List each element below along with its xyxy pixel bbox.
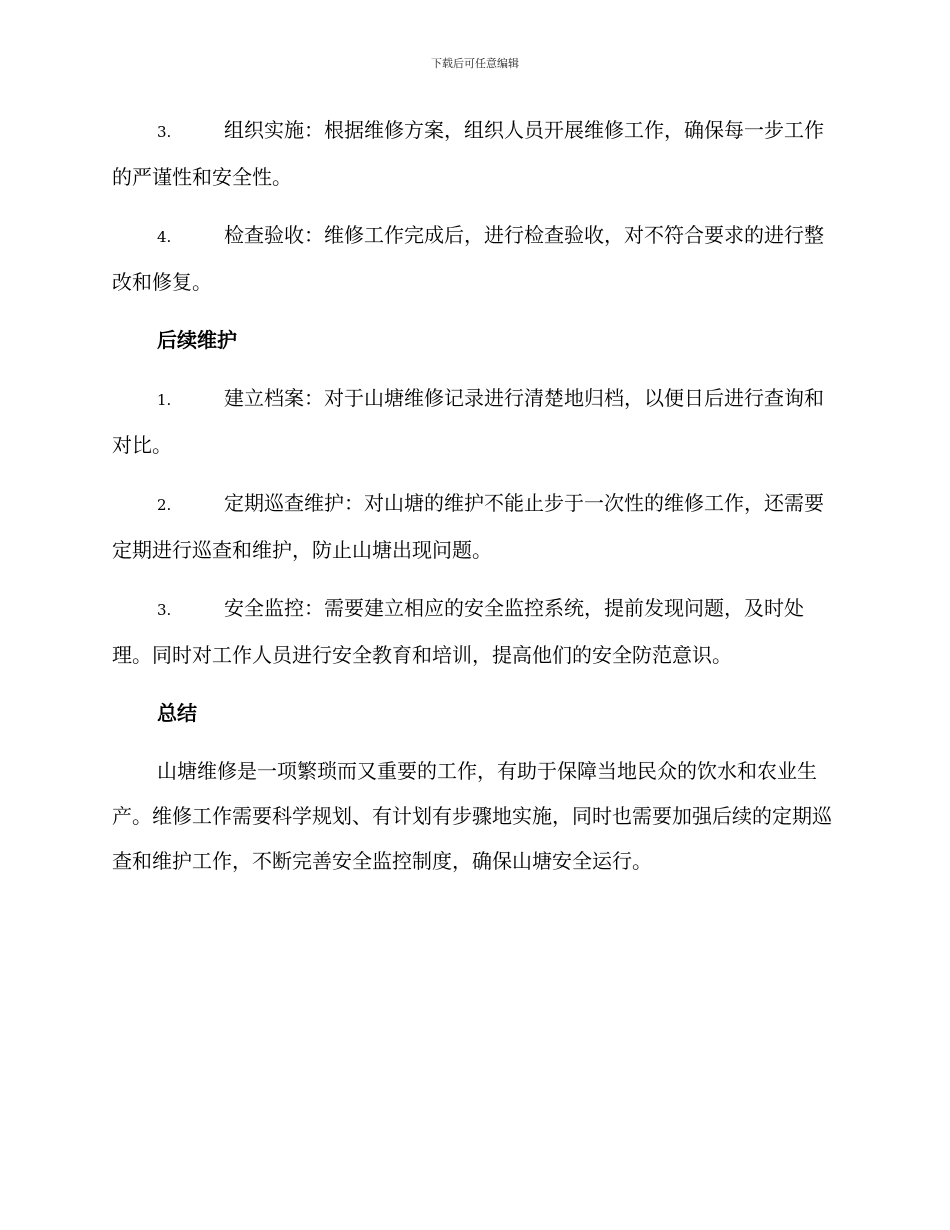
list-item: [112, 586, 834, 678]
item-number: 3.: [157, 601, 172, 619]
section-heading-summary: 总结: [157, 701, 197, 725]
document-body: [112, 108, 834, 884]
list-item: [112, 108, 834, 200]
item-text: 建立档案：对于山塘维修记录进行清楚地归档，以便日后进行查询和对比。: [112, 386, 824, 457]
item-number: 3.: [157, 123, 172, 141]
item-text: 安全监控：需要建立相应的安全监控系统，提前发现问题，及时处理。同时对工作人员进行安全教育和培训，提高他们的安全防范意识。: [112, 596, 804, 667]
list-item: [112, 481, 834, 573]
item-number: 1.: [157, 391, 172, 409]
list-item: [112, 213, 834, 305]
page-header: 下载后可任意编辑: [431, 57, 519, 70]
list-item: [112, 376, 834, 468]
item-text: 定期巡查维护：对山塘的维护不能止步于一次性的维修工作，还需要定期进行巡查和维护，防止山塘出现问题。: [112, 491, 824, 562]
item-number: 2.: [157, 496, 172, 514]
item-text: 组织实施：根据维修方案，组织人员开展维修工作，确保每一步工作的严谨性和安全性。: [112, 118, 824, 189]
summary-paragraph: 山塘维修是一项繁琐而又重要的工作，有助于保障当地民众的饮水和农业生产。维修工作需要科学规划、有计划有步骤地实施，同时也需要加强后续的定期巡查和维护工作，不断完善安全监控制度，确保山塘安全运行。: [112, 759, 832, 873]
section-heading-maintenance: 后续维护: [157, 328, 237, 352]
item-text: 检查验收：维修工作完成后，进行检查验收，对不符合要求的进行整改和修复。: [112, 223, 824, 294]
item-number: 4.: [157, 228, 172, 246]
